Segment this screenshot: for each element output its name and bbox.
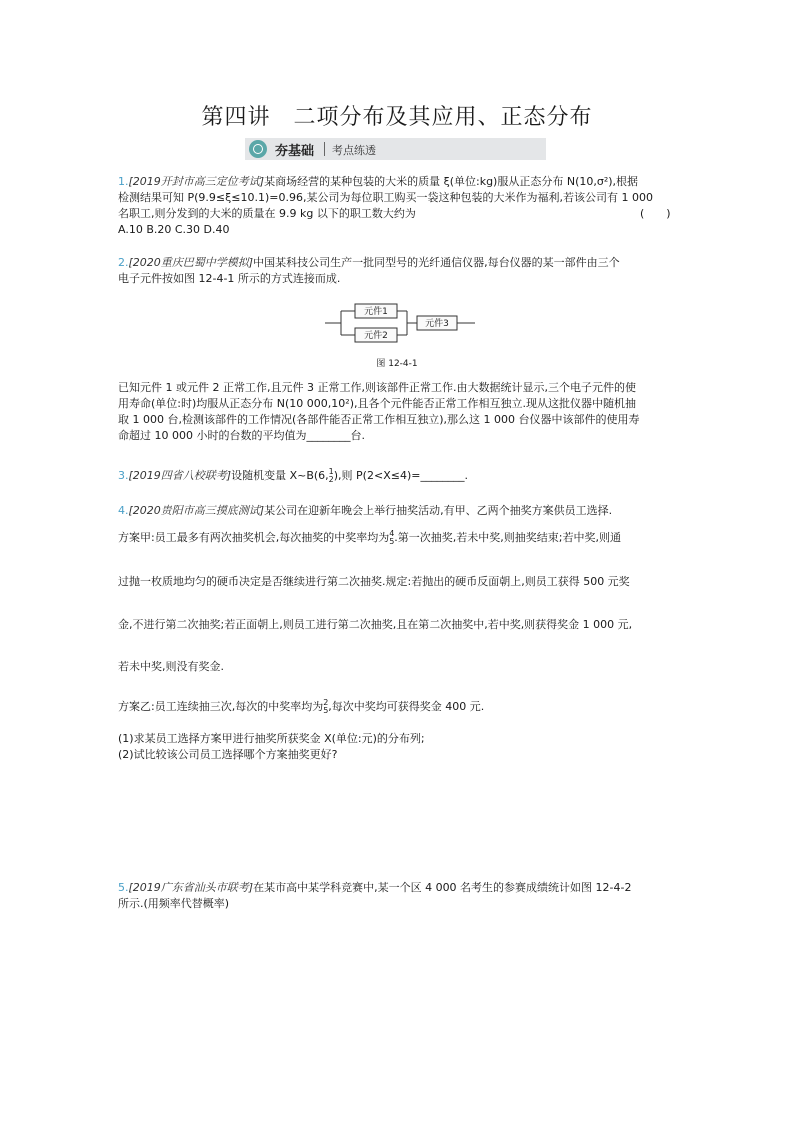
q4-subquestion-2: (2)试比较该公司员工选择哪个方案抽奖更好? [118, 748, 338, 761]
figure-caption: 图 12-4-1 [376, 359, 418, 369]
q4-subquestion-1: (1)求某员工选择方案甲进行抽奖所获奖金 X(单位:元)的分布列; [118, 732, 425, 745]
q1-answer-paren: ( ) [640, 207, 671, 220]
q2-line-4: 用寿命(单位:时)均服从正态分布 N(10 000,10²),且各个元件能否正常工作相互独立.现从这批仪器中随机抽 [118, 397, 636, 410]
question-2 [118, 255, 678, 287]
section-banner [245, 138, 546, 160]
q3-text-b: ),则 P(2<X≤4)=________. [333, 469, 468, 482]
q4-plan-a-post: .第一次抽奖,若未中奖,则抽奖结束;若中奖,则通 [394, 531, 621, 544]
q3-number: 3. [118, 469, 129, 482]
q4-plan-a-pre: 方案甲:员工最多有两次抽奖机会,每次抽奖的中奖率均为 [118, 531, 390, 544]
q1-number: 1. [118, 175, 129, 188]
q2-line-5: 取 1 000 台,检测该部件的工作情况(各部件能否正常工作相互独立),那么这 1 000 台仪器中该部件的使用寿 [118, 413, 640, 426]
q1-text-1: 某商场经营的某种包装的大米的质量 ξ(单位:kg)服从正态分布 N(10,σ²),根据 [264, 175, 639, 188]
question-3 [118, 468, 678, 484]
q4-plan-a-line-3: 金,不进行第二次抽奖;若正面朝上,则员工进行第二次抽奖,且在第二次抽奖中,若中奖,则获得奖金 1 000 元, [118, 618, 633, 631]
q4-a-frac-denominator: 5 [389, 537, 395, 546]
q4-plan-b-pre: 方案乙:员工连续抽三次,每次的中奖率均为 [118, 700, 324, 713]
q4-b-frac-numerator: 2 [323, 698, 329, 707]
q4-intro-line [118, 503, 678, 519]
question-5 [118, 880, 678, 912]
banner-title: 夯基础 [275, 144, 315, 159]
q2-number: 2. [118, 256, 129, 269]
q1-line-3 [118, 206, 678, 222]
q4-plan-b-line [118, 699, 678, 715]
circuit-diagram [325, 300, 475, 346]
q2-text-1: 中国某科技公司生产一批同型号的光纤通信仪器,每台仪器的某一部件由三个 [253, 256, 620, 269]
q1-text-3: 名职工,则分发到的大米的质量在 9.9 kg 以下的职工数大约为 [118, 207, 416, 220]
question-1 [118, 174, 678, 238]
q5-number: 5. [118, 881, 129, 894]
q3-frac-denominator: 2 [328, 475, 334, 484]
q5-line-1 [118, 880, 678, 896]
badge-icon [249, 140, 267, 158]
q1-line-1 [118, 174, 678, 190]
q3-source: [2019四省八校联考] [128, 469, 232, 482]
q4-plan-a-line-1 [118, 530, 678, 546]
q1-source: [2019开封市高三定位考试] [128, 175, 265, 188]
element-3-label: 元件3 [425, 319, 449, 329]
q3-frac-numerator: 1 [328, 467, 334, 476]
q3-text-a: 设随机变量 X~B(6, [231, 469, 329, 482]
q2-line-2: 电子元件按如图 12-4-1 所示的方式连接而成. [118, 272, 341, 285]
q4-source: [2020贵阳市高三摸底测试] [128, 504, 265, 517]
q4-intro: 某公司在迎新年晚会上举行抽奖活动,有甲、乙两个抽奖方案供员工选择. [264, 504, 613, 517]
banner-subtitle: 考点练透 [332, 144, 376, 157]
q4-b-frac-denominator: 5 [323, 706, 329, 715]
q5-text-1: 在某市高中某学科竞赛中,某一个区 4 000 名考生的参赛成绩统计如图 12-4-2 [253, 881, 632, 894]
q5-line-2: 所示.(用频率代替概率) [118, 897, 230, 910]
q2-line-1 [118, 255, 678, 271]
q4-plan-a-line-4: 若未中奖,则没有奖金. [118, 660, 224, 673]
q1-options: A.10 B.20 C.30 D.40 [118, 223, 230, 236]
q2-source: [2020重庆巴蜀中学模拟] [128, 256, 254, 269]
banner-divider [324, 142, 325, 156]
q2-line-6: 命超过 10 000 小时的台数的平均值为________台. [118, 429, 365, 442]
q2-line-3: 已知元件 1 或元件 2 正常工作,且元件 3 正常工作,则该部件正常工作.由大数据统计显示,三个电子元件的使 [118, 381, 636, 394]
question-2-continued [118, 380, 678, 444]
q4-number: 4. [118, 504, 129, 517]
element-1-label: 元件1 [364, 307, 388, 317]
q5-source: [2019广东省汕头市联考] [128, 881, 254, 894]
q4-plan-b-post: ,每次中奖均可获得奖金 400 元. [328, 700, 485, 713]
element-2-label: 元件2 [364, 331, 388, 341]
page-title: 第四讲 二项分布及其应用、正态分布 [201, 105, 593, 130]
q4-plan-a-line-2: 过抛一枚质地均匀的硬币决定是否继续进行第二次抽奖.规定:若抛出的硬币反面朝上,则员工获得 500 元奖 [118, 575, 630, 588]
q1-line-2: 检测结果可知 P(9.9≤ξ≤10.1)=0.96,某公司为每位职工购买一袋这种包装的大米作为福利,若该公司有 1 000 [118, 191, 653, 204]
q4-subquestions [118, 731, 678, 763]
q4-a-frac-numerator: 4 [389, 529, 395, 538]
